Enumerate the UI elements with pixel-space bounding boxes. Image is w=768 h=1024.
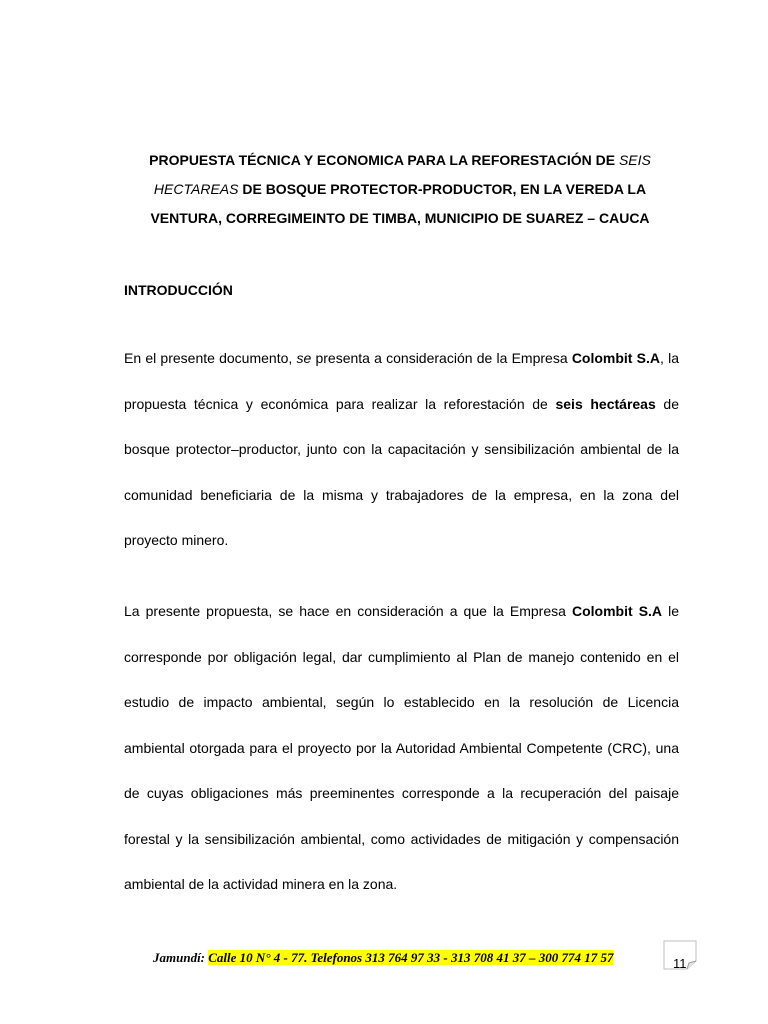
paragraph-1: [124, 336, 679, 564]
p1-text-3: , la propuesta técnica y económica para realizar la reforestación de: [124, 350, 680, 412]
footer-address: Calle 10 N° 4 - 77. Telefonos 313 764 97 33 - 313 708 41 37 – 300 774 17 57: [208, 950, 614, 965]
p1-hectares: seis hectáreas: [555, 395, 656, 412]
page-number: 11: [673, 956, 687, 971]
p1-italic-se: se: [296, 350, 312, 366]
footer-city: Jamundí:: [153, 950, 209, 965]
title-text-2: DE BOSQUE PROTECTOR-PRODUCTOR, EN LA VEREDA LA VENTURA, CORREGIMEINTO DE TIMBA, MUNICIPIO DE SUAREZ – CAUCA: [150, 181, 650, 226]
title-text-1: PROPUESTA TÉCNICA Y ECONOMICA PARA LA REFORESTACIÓN DE: [149, 152, 619, 168]
title-italic: SEIS HECTAREAS: [153, 152, 651, 197]
paragraph-2: [124, 589, 679, 908]
section-heading: INTRODUCCIÓN: [124, 282, 233, 298]
p1-text-1: En el presente documento,: [124, 350, 297, 366]
document-title: [130, 146, 670, 233]
p2-text-2: le corresponde por obligación legal, dar cumplimiento al Plan de manejo contenido en el estudio de impacto ambiental, según lo establecido en la resolución de Licencia ambiental otorgada para el proyecto por la Autoridad Ambiental Competente (CRC), una de cuyas obligaciones más preeminentes corresponde a la recuperación del paisaje forestal y la sensibilización ambiental, como actividades de mitigación y compensación ambiental de la actividad minera en la zona.: [124, 603, 679, 892]
p1-company-name: Colombit S.A: [571, 350, 661, 366]
p2-company-name: Colombit S.A: [571, 603, 663, 619]
p2-text-1: La presente propuesta, se hace en consideración a que la Empresa: [124, 603, 572, 619]
p1-text-4: de bosque protector‒productor, junto con la capacitación y sensibilización ambiental de la comunidad beneficiaria de la misma y trabajadores de la empresa, en la zona del proyecto minero.: [124, 395, 679, 548]
p1-text-2: presenta a consideración de la Empresa: [311, 350, 572, 366]
footer-contact: [153, 950, 613, 966]
